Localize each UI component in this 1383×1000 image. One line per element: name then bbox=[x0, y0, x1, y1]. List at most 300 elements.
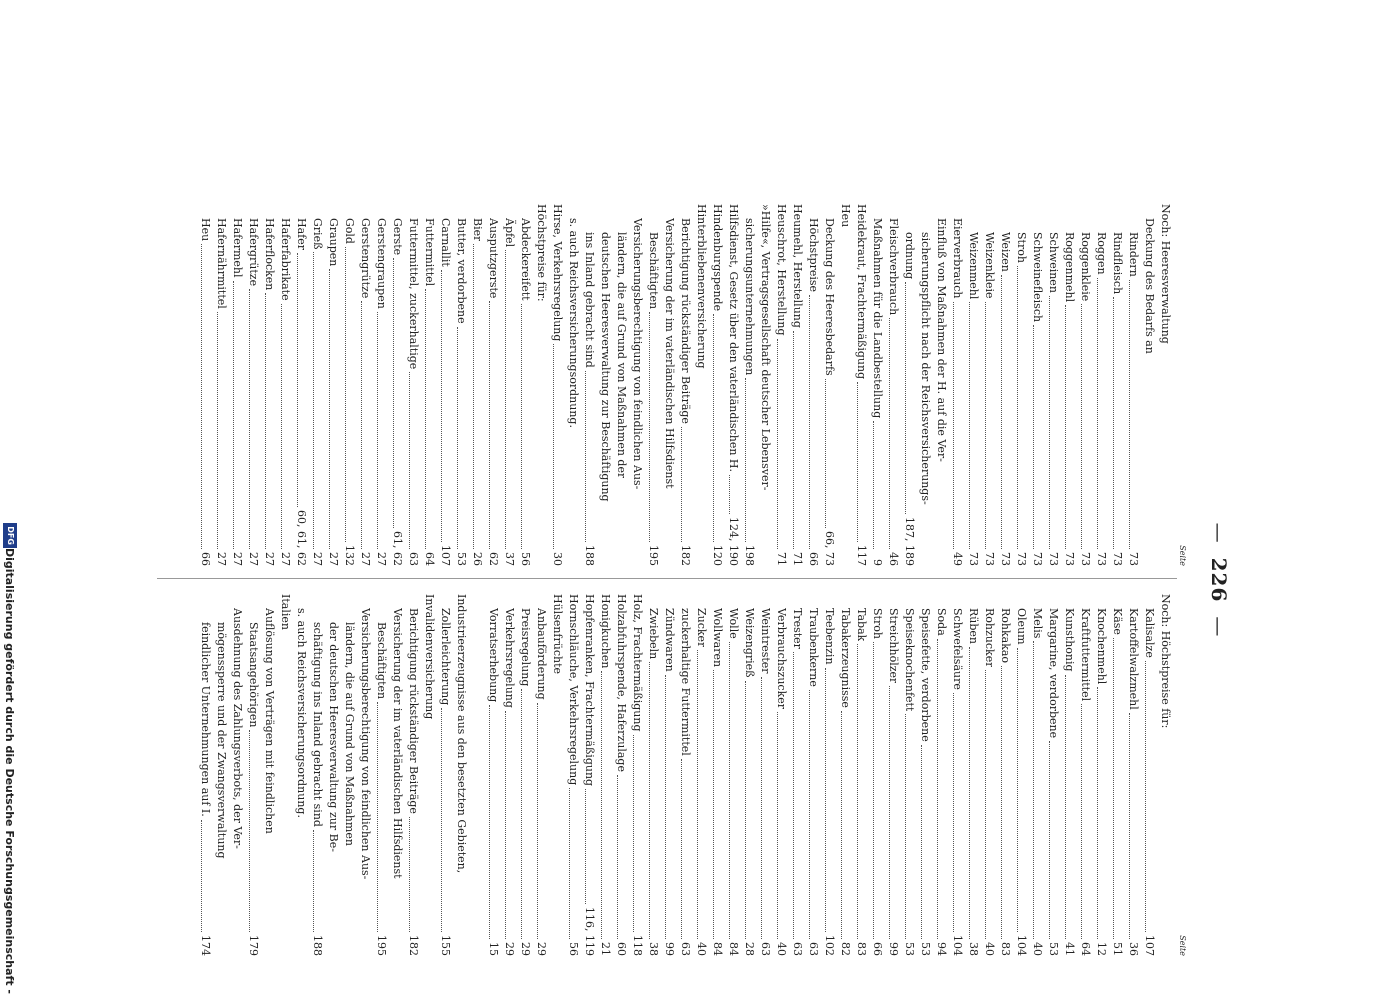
dot-leader bbox=[777, 712, 778, 939]
index-entry bbox=[821, 204, 837, 566]
index-entry bbox=[309, 594, 325, 956]
entry-label: Fleischverbrauch bbox=[887, 218, 900, 316]
index-entry bbox=[661, 204, 677, 566]
entry-label: Hirse, Verkehrsregelung bbox=[551, 204, 564, 342]
entry-label: s. auch Reichsversicherungsordnung. bbox=[295, 608, 308, 818]
index-entry bbox=[1125, 594, 1141, 956]
dot-leader bbox=[873, 421, 874, 549]
dot-leader bbox=[409, 817, 410, 932]
dot-leader bbox=[921, 745, 922, 939]
index-entry bbox=[1013, 204, 1029, 566]
index-entry bbox=[885, 204, 901, 566]
entry-page-ref: 27 bbox=[375, 552, 388, 566]
entry-page-ref: 27 bbox=[215, 552, 228, 566]
index-entry bbox=[1109, 594, 1125, 956]
dot-leader bbox=[409, 372, 410, 549]
index-entry bbox=[213, 204, 229, 566]
entry-label: Hopfenranken, Frachtermäßigung bbox=[583, 594, 596, 787]
dot-leader bbox=[777, 339, 778, 549]
dot-leader bbox=[809, 690, 810, 939]
index-entry bbox=[325, 594, 341, 956]
index-entry bbox=[805, 204, 821, 566]
index-entry bbox=[389, 204, 405, 566]
index-entry bbox=[437, 204, 453, 566]
index-entry bbox=[853, 594, 869, 956]
index-entry bbox=[693, 204, 709, 566]
entry-label: ins Inland gebracht sind bbox=[583, 232, 596, 368]
entry-page-ref: 36 bbox=[1127, 942, 1140, 956]
entry-page-ref: 40 bbox=[1031, 942, 1044, 956]
entry-label: Verkehrsregelung bbox=[503, 608, 516, 708]
index-entry bbox=[773, 204, 789, 566]
dot-leader bbox=[905, 714, 906, 939]
index-entry bbox=[565, 594, 581, 956]
entry-label: Noch: Heeresverwaltung bbox=[1159, 204, 1172, 344]
entry-label: s. auch Reichsversicherungsordnung. bbox=[567, 218, 580, 428]
index-entry bbox=[869, 594, 885, 956]
entry-label: Butter, verdorbene bbox=[455, 218, 468, 324]
entry-label: Gerstengraupen bbox=[375, 218, 388, 309]
entry-label: Beschäftigten bbox=[647, 232, 660, 310]
index-entry bbox=[549, 204, 565, 566]
index-entry bbox=[1045, 204, 1061, 566]
entry-label: Ausputzgerste bbox=[487, 218, 500, 299]
entry-label: Versicherung der im vaterländischen Hilfsdienst bbox=[663, 218, 676, 489]
entry-page-ref: 62 bbox=[487, 552, 500, 566]
entry-label: Knochenmehl bbox=[1095, 608, 1108, 685]
dot-leader bbox=[713, 670, 714, 939]
entry-label: Trester bbox=[791, 608, 804, 649]
entry-page-ref: 66 bbox=[807, 552, 820, 566]
entry-page-ref: 53 bbox=[455, 552, 468, 566]
entry-page-ref: 46 bbox=[887, 552, 900, 566]
index-entry bbox=[965, 204, 981, 566]
entry-page-ref: 187, 189 bbox=[903, 517, 916, 566]
index-entry bbox=[885, 594, 901, 956]
entry-label: der deutschen Heeresverwaltung zur Be- bbox=[327, 622, 340, 852]
entry-page-ref: 104 bbox=[951, 935, 964, 956]
entry-label: Deckung des Heeresbedarfs bbox=[823, 218, 836, 376]
entry-page-ref: 71 bbox=[775, 552, 788, 566]
index-entries-right bbox=[197, 594, 1173, 956]
entry-label: Eierverbrauch bbox=[951, 218, 964, 299]
entry-page-ref: 99 bbox=[663, 942, 676, 956]
entry-label: Abdeckereifett bbox=[519, 218, 532, 301]
index-entry bbox=[229, 204, 245, 566]
entry-label: Beschäftigten bbox=[375, 622, 388, 700]
entry-page-ref: 71 bbox=[791, 552, 804, 566]
dot-leader bbox=[281, 304, 282, 549]
dot-leader bbox=[505, 711, 506, 939]
index-entry bbox=[341, 594, 357, 956]
entry-label: Rindfleisch bbox=[1111, 232, 1124, 295]
entry-page-ref: 132 bbox=[343, 545, 356, 566]
entry-page-ref: 15 bbox=[487, 942, 500, 956]
entry-label: Berichtigung rückständiger Beiträge bbox=[407, 608, 420, 814]
index-entry bbox=[597, 594, 613, 956]
entry-label: Invalidenversicherung bbox=[423, 594, 436, 720]
dot-leader bbox=[441, 708, 442, 932]
entry-page-ref: 73 bbox=[999, 552, 1012, 566]
dot-leader bbox=[1129, 713, 1130, 939]
entry-page-ref: 107 bbox=[439, 545, 452, 566]
entry-page-ref: 64 bbox=[423, 552, 436, 566]
entry-label: Gerstengrütze bbox=[359, 218, 372, 299]
index-column-left bbox=[197, 204, 1187, 566]
index-entry bbox=[1061, 204, 1077, 566]
index-entry bbox=[1013, 594, 1029, 956]
dot-leader bbox=[1017, 648, 1018, 932]
index-entry bbox=[789, 594, 805, 956]
entry-label: Weizen bbox=[999, 232, 1012, 272]
index-entry bbox=[757, 204, 773, 566]
dot-leader bbox=[649, 662, 650, 939]
index-entry bbox=[917, 594, 933, 956]
entry-page-ref: 60 bbox=[615, 942, 628, 956]
index-entry bbox=[373, 204, 389, 566]
entry-label: ländern, die auf Grund von Maßnahmen der bbox=[615, 232, 628, 479]
entry-page-ref: 29 bbox=[503, 942, 516, 956]
entry-label: Versicherung der im vaterländischen Hilfsdienst bbox=[391, 608, 404, 879]
index-entry bbox=[645, 594, 661, 956]
entry-page-ref: 60, 61, 62 bbox=[295, 510, 308, 566]
entry-page-ref: 73 bbox=[1015, 552, 1028, 566]
entry-page-ref: 73 bbox=[1127, 552, 1140, 566]
entry-page-ref: 195 bbox=[647, 545, 660, 566]
dot-leader bbox=[489, 301, 490, 549]
entry-label: deutschen Heeresverwaltung zur Beschäftigung bbox=[599, 232, 612, 502]
dot-leader bbox=[1065, 305, 1066, 549]
dot-leader bbox=[377, 312, 378, 549]
entry-page-ref: 27 bbox=[263, 552, 276, 566]
entry-page-ref: 102 bbox=[823, 935, 836, 956]
column-divider bbox=[157, 578, 1177, 579]
dot-leader bbox=[585, 371, 586, 542]
dot-leader bbox=[361, 301, 362, 549]
dot-leader bbox=[937, 639, 938, 939]
entry-page-ref: 37 bbox=[503, 552, 516, 566]
dot-leader bbox=[729, 475, 730, 514]
index-entry bbox=[1029, 204, 1045, 566]
index-entry bbox=[197, 204, 213, 566]
dot-leader bbox=[313, 252, 314, 549]
entry-page-ref: 188 bbox=[583, 545, 596, 566]
entry-label: Höchstpreise für: bbox=[535, 204, 548, 302]
index-entry bbox=[261, 594, 277, 956]
dot-leader bbox=[489, 705, 490, 939]
entry-label: Italien bbox=[279, 594, 292, 630]
dot-leader bbox=[1017, 266, 1018, 549]
entry-label: Streichhölzer bbox=[887, 608, 900, 684]
entry-label: Gerste bbox=[391, 218, 404, 256]
index-entry bbox=[709, 204, 725, 566]
entry-page-ref: 117 bbox=[855, 545, 868, 566]
entry-label: Honigkuchen bbox=[599, 594, 612, 669]
entry-label: Traubenkerne bbox=[807, 608, 820, 687]
entry-page-ref: 73 bbox=[1063, 552, 1076, 566]
dot-leader bbox=[809, 295, 810, 549]
entry-label: Kraftfuttermittel bbox=[1079, 608, 1092, 702]
entry-label: Haferfabrikate bbox=[279, 218, 292, 301]
entry-page-ref: 99 bbox=[887, 942, 900, 956]
entry-label: Auflösung von Verträgen mit feindlichen bbox=[263, 608, 276, 834]
dot-leader bbox=[1033, 641, 1034, 939]
dot-leader bbox=[761, 677, 762, 939]
index-entry bbox=[981, 594, 997, 956]
entry-page-ref: 27 bbox=[311, 552, 324, 566]
dot-leader bbox=[377, 702, 378, 932]
index-entry bbox=[901, 204, 917, 566]
index-entry bbox=[373, 594, 389, 956]
index-entry bbox=[613, 594, 629, 956]
entry-label: Wolle bbox=[727, 608, 740, 639]
entry-label: Deckung des Bedarfs an bbox=[1143, 218, 1156, 354]
entry-page-ref: 56 bbox=[567, 942, 580, 956]
dot-leader bbox=[825, 668, 826, 932]
index-entry bbox=[405, 594, 421, 956]
entry-label: Industrieerzeugnisse aus den besetzten Gebieten, bbox=[455, 594, 468, 874]
dot-leader bbox=[633, 735, 634, 932]
entry-label: Berichtigung rückständiger Beiträge bbox=[679, 218, 692, 424]
index-entry bbox=[901, 594, 917, 956]
entry-label: Hilfsdienst, Gesetz über den vaterländischen H. bbox=[727, 204, 740, 472]
entry-page-ref: 41 bbox=[1063, 942, 1076, 956]
entry-label: Grieß bbox=[311, 218, 324, 250]
dot-leader bbox=[1081, 304, 1082, 549]
index-entry bbox=[453, 594, 469, 956]
entry-label: Preisregelung bbox=[519, 608, 532, 687]
page-header bbox=[1195, 180, 1235, 980]
index-entry bbox=[1077, 204, 1093, 566]
entry-page-ref: 63 bbox=[807, 942, 820, 956]
dot-leader bbox=[985, 670, 986, 939]
entry-label: schäftigung ins Inland gebracht sind bbox=[311, 622, 324, 827]
dot-leader bbox=[201, 820, 202, 932]
dot-leader bbox=[697, 650, 698, 939]
index-entry bbox=[581, 204, 597, 566]
index-entry bbox=[1109, 204, 1125, 566]
entry-label: Heu bbox=[839, 204, 852, 228]
entry-label: sicherungspflicht nach der Reichsversicherungs- bbox=[919, 232, 932, 505]
index-entry bbox=[293, 594, 309, 956]
index-entry bbox=[677, 594, 693, 956]
dot-leader bbox=[457, 327, 458, 549]
dot-leader bbox=[233, 281, 234, 549]
entry-page-ref: 40 bbox=[775, 942, 788, 956]
entry-label: Bier bbox=[471, 218, 484, 242]
entry-label: Hafergrütze bbox=[247, 218, 260, 287]
index-entry bbox=[1061, 594, 1077, 956]
index-entry bbox=[197, 594, 213, 956]
entry-label: Futtermittel bbox=[423, 218, 436, 287]
entry-page-ref: 198 bbox=[743, 545, 756, 566]
dot-leader bbox=[1001, 666, 1002, 939]
entry-page-ref: 82 bbox=[839, 942, 852, 956]
index-entry bbox=[517, 594, 533, 956]
index-entry bbox=[869, 204, 885, 566]
entry-page-ref: 120 bbox=[711, 545, 724, 566]
entry-page-ref: 66 bbox=[871, 942, 884, 956]
index-entry bbox=[837, 594, 853, 956]
entry-page-ref: 27 bbox=[327, 552, 340, 566]
entry-page-ref: 107 bbox=[1143, 935, 1156, 956]
entry-page-ref: 73 bbox=[1079, 552, 1092, 566]
entry-label: Speisefette, verdorbene bbox=[919, 608, 932, 742]
entry-label: Kunsthonig bbox=[1063, 608, 1076, 672]
index-entry bbox=[501, 204, 517, 566]
entry-label: Hafermehl bbox=[231, 218, 244, 278]
entry-page-ref: 73 bbox=[967, 552, 980, 566]
entry-page-ref: 83 bbox=[855, 942, 868, 956]
credit-text: Digitalisierung gefördert durch die Deutsche Forschungsgemeinschaft - bbox=[3, 547, 17, 994]
dot-leader bbox=[1145, 661, 1146, 932]
index-entry bbox=[293, 204, 309, 566]
index-entry bbox=[917, 204, 933, 566]
entry-page-ref: 29 bbox=[519, 942, 532, 956]
entry-label: Verbrauchszucker bbox=[775, 608, 788, 710]
entry-page-ref: 73 bbox=[1095, 552, 1108, 566]
entry-label: Zucker bbox=[695, 608, 708, 648]
dot-leader bbox=[329, 269, 330, 549]
dot-leader bbox=[265, 293, 266, 549]
entry-page-ref: 94 bbox=[935, 942, 948, 956]
index-entry bbox=[629, 594, 645, 956]
dot-leader bbox=[857, 382, 858, 542]
entry-page-ref: 27 bbox=[231, 552, 244, 566]
index-entry bbox=[997, 594, 1013, 956]
index-entry bbox=[421, 204, 437, 566]
dot-leader bbox=[953, 302, 954, 550]
dot-leader bbox=[953, 693, 954, 932]
entry-label: Futtermittel, zuckerhaltige bbox=[407, 218, 420, 370]
dot-leader bbox=[249, 289, 250, 549]
index-entry bbox=[469, 594, 485, 956]
index-entry bbox=[677, 204, 693, 566]
dot-leader bbox=[617, 775, 618, 939]
index-entry bbox=[757, 594, 773, 956]
entry-page-ref: 66, 73 bbox=[823, 531, 836, 566]
entry-page-ref: 27 bbox=[247, 552, 260, 566]
entry-label: Maßnahmen für die Landbestellung bbox=[871, 218, 884, 419]
entry-label: Weizenkleie bbox=[983, 232, 996, 299]
index-entry bbox=[981, 204, 997, 566]
index-entry bbox=[741, 594, 757, 956]
dot-leader bbox=[873, 642, 874, 939]
dot-leader bbox=[729, 642, 730, 939]
entry-label: Oleum bbox=[1015, 608, 1028, 645]
index-entry bbox=[1125, 204, 1141, 566]
entry-label: Heidekraut, Frachtermäßigung bbox=[855, 204, 868, 380]
entry-label: feindlicher Unternehmungen auf I. bbox=[199, 622, 212, 817]
index-entry bbox=[421, 594, 437, 956]
entry-label: Hülsenfrüchte bbox=[551, 594, 564, 675]
index-entry bbox=[517, 204, 533, 566]
index-entry bbox=[933, 204, 949, 566]
entry-label: Anbauförderung bbox=[535, 608, 548, 700]
index-entry bbox=[1093, 594, 1109, 956]
entry-page-ref: 40 bbox=[983, 942, 996, 956]
dot-leader bbox=[521, 304, 522, 549]
dot-leader bbox=[201, 244, 202, 549]
index-entry bbox=[405, 204, 421, 566]
index-page bbox=[135, 180, 1235, 980]
entry-label: Roggenmehl bbox=[1063, 232, 1076, 303]
entry-page-ref: 118 bbox=[631, 935, 644, 956]
entry-label: Kartoffelwalzmehl bbox=[1127, 608, 1140, 710]
index-entry bbox=[837, 204, 853, 566]
entry-page-ref: 30 bbox=[551, 552, 564, 566]
index-entry bbox=[469, 204, 485, 566]
index-entry bbox=[789, 204, 805, 566]
index-entry bbox=[325, 204, 341, 566]
index-entry bbox=[1141, 204, 1157, 566]
entry-label: Heu bbox=[199, 218, 212, 242]
digitization-credit bbox=[0, 0, 20, 1000]
entry-page-ref: 27 bbox=[279, 552, 292, 566]
dot-leader bbox=[1049, 296, 1050, 549]
dot-leader bbox=[425, 289, 426, 549]
index-entry bbox=[629, 204, 645, 566]
entry-page-ref: 29 bbox=[535, 942, 548, 956]
index-entry bbox=[821, 594, 837, 956]
entry-label: Hornschläuche, Verkehrsregelung bbox=[567, 594, 580, 786]
dot-leader bbox=[1097, 278, 1098, 549]
entry-label: Versicherungsberechtigung von feindlichen Aus- bbox=[631, 218, 644, 490]
entry-label: Speiseknochenfett bbox=[903, 608, 916, 712]
index-entry bbox=[693, 594, 709, 956]
entry-page-ref: 49 bbox=[951, 552, 964, 566]
index-entries-left bbox=[197, 204, 1173, 566]
index-entry bbox=[661, 594, 677, 956]
index-entry bbox=[245, 594, 261, 956]
dot-leader bbox=[297, 253, 298, 507]
entry-page-ref: 104 bbox=[1015, 935, 1028, 956]
index-entry bbox=[725, 204, 741, 566]
index-entry bbox=[1157, 204, 1173, 566]
index-entry bbox=[1093, 204, 1109, 566]
index-entry bbox=[933, 594, 949, 956]
index-entry bbox=[485, 594, 501, 956]
dot-leader bbox=[345, 247, 346, 542]
dot-leader bbox=[969, 647, 970, 939]
dot-leader bbox=[985, 302, 986, 549]
index-entry bbox=[597, 204, 613, 566]
index-entry bbox=[501, 594, 517, 956]
entry-label: »Hilfe«, Vertragsgesellschaft deutscher Lebensver- bbox=[759, 204, 772, 491]
dot-leader bbox=[393, 258, 394, 528]
entry-page-ref: 21 bbox=[599, 942, 612, 956]
entry-label: Teebenzin bbox=[823, 608, 836, 665]
seite-label: Seite bbox=[1178, 935, 1187, 956]
index-entry bbox=[645, 204, 661, 566]
index-entry bbox=[533, 204, 549, 566]
index-entry bbox=[773, 594, 789, 956]
entry-page-ref: 174 bbox=[199, 935, 212, 956]
index-entry bbox=[741, 204, 757, 566]
page-number: — 226 — bbox=[1207, 180, 1231, 980]
entry-page-ref: 61, 62 bbox=[391, 531, 404, 566]
dot-leader bbox=[249, 730, 250, 932]
entry-label: Äpfel bbox=[503, 218, 516, 248]
entry-page-ref: 53 bbox=[1047, 942, 1060, 956]
dot-leader bbox=[585, 789, 586, 904]
entry-label: Weizengrieß bbox=[743, 608, 756, 678]
entry-page-ref: 179 bbox=[247, 935, 260, 956]
entry-label: Graupen bbox=[327, 218, 340, 267]
entry-page-ref: 63 bbox=[759, 942, 772, 956]
index-entry bbox=[533, 594, 549, 956]
dot-leader bbox=[1049, 741, 1050, 939]
